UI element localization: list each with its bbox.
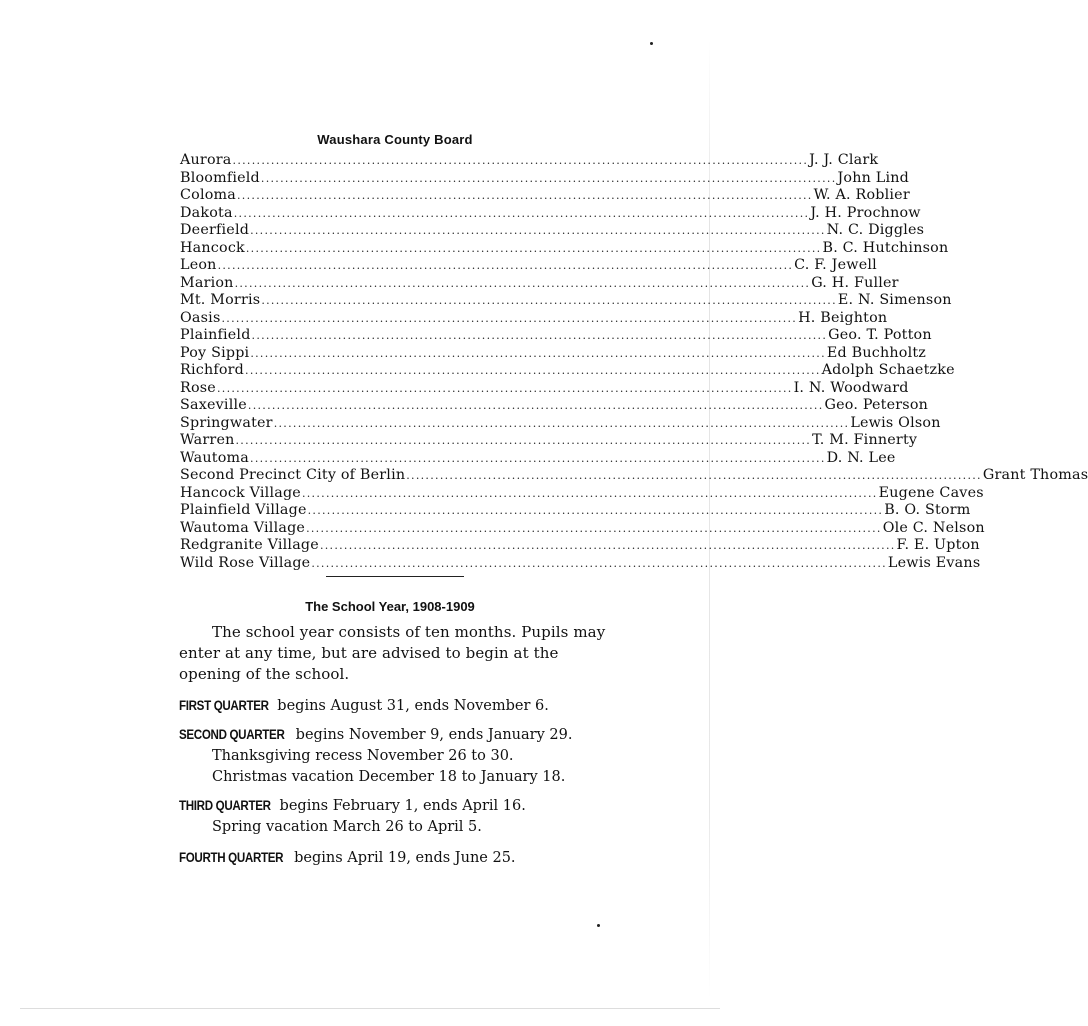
- scan-speck: [650, 42, 653, 45]
- board-row: [180, 309, 888, 328]
- town-name: Aurora: [180, 152, 232, 168]
- town-name: Coloma: [180, 187, 237, 203]
- quarter-note: Spring vacation March 26 to April 5.: [212, 819, 482, 835]
- dot-leader: ........................................................................................................................: [217, 259, 794, 272]
- town-name: Oasis: [180, 309, 221, 326]
- board-member-name: Ole C. Nelson: [882, 519, 985, 536]
- board-member-name: Lewis Olson: [850, 414, 941, 431]
- board-member-name: I. N. Woodward: [793, 379, 909, 396]
- board-member-name: E. N. Simenson: [837, 292, 952, 308]
- town-name: Wautoma: [180, 449, 250, 466]
- board-member-name: F. E. Upton: [896, 537, 980, 553]
- board-row: [180, 537, 980, 555]
- board-member-name: Adolph Schaetzke: [821, 362, 955, 378]
- board-row: [180, 449, 896, 468]
- board-member-name: J. J. Clark: [809, 152, 879, 168]
- dot-leader: ........................................................................................................................: [306, 521, 882, 535]
- dot-leader: ........................................................................................................................: [245, 241, 822, 255]
- board-row: [180, 292, 952, 310]
- dot-leader: ........................................................................................................................: [406, 469, 982, 482]
- town-name: Second Precinct City of Berlin: [180, 467, 406, 483]
- dot-leader: ........................................................................................................................: [237, 189, 813, 202]
- dot-leader: ........................................................................................................................: [234, 276, 811, 290]
- town-name: Springwater: [180, 414, 273, 431]
- quarter-label: FOURTH QUARTER: [179, 850, 284, 865]
- dot-leader: ........................................................................................................................: [301, 486, 878, 500]
- board-title: Waushara County Board: [317, 132, 473, 147]
- quarter-first: [179, 695, 619, 717]
- dot-leader: ........................................................................................................................: [216, 381, 793, 395]
- quarter-label: FIRST QUARTER: [179, 698, 269, 713]
- dot-leader: ........................................................................................................................: [260, 171, 837, 185]
- board-row: [180, 327, 932, 345]
- board-row: [180, 344, 927, 363]
- dot-leader: ........................................................................................................................: [251, 329, 828, 342]
- board-member-name: B. O. Storm: [884, 502, 971, 518]
- board-member-name: John Lind: [837, 169, 910, 186]
- board-list: [180, 152, 1088, 572]
- dot-leader: ........................................................................................................................: [319, 539, 896, 552]
- board-row: [180, 379, 909, 398]
- board-row: [180, 204, 921, 223]
- town-name: Leon: [180, 257, 217, 273]
- board-row: [180, 222, 925, 240]
- board-member-name: Geo. Peterson: [824, 397, 929, 413]
- board-member-name: H. Beighton: [798, 309, 888, 326]
- town-name: Deerfield: [180, 222, 250, 238]
- board-member-name: Grant Thomas: [982, 467, 1088, 483]
- board-row: [180, 152, 879, 170]
- dot-leader: ........................................................................................................................: [250, 346, 826, 360]
- board-row: [180, 484, 984, 503]
- board-row: [180, 432, 918, 450]
- board-member-name: Eugene Caves: [878, 484, 984, 501]
- board-row: [180, 502, 971, 520]
- board-row: [180, 362, 955, 380]
- town-name: Wild Rose Village: [180, 554, 311, 571]
- town-name: Wautoma Village: [180, 519, 306, 536]
- board-member-name: T. M. Finnerty: [812, 432, 918, 448]
- board-member-name: Geo. T. Potton: [828, 327, 932, 343]
- town-name: Marion: [180, 274, 234, 291]
- town-name: Dakota: [180, 204, 233, 221]
- quarter-note: Thanksgiving recess November 26 to 30.: [212, 748, 514, 764]
- quarter-third: [179, 795, 619, 838]
- town-name: Richford: [180, 362, 245, 378]
- dot-leader: ........................................................................................................................: [221, 311, 798, 325]
- dot-leader: ........................................................................................................................: [235, 434, 812, 447]
- quarter-dates: begins February 1, ends April 16.: [279, 798, 526, 814]
- board-row: [180, 397, 929, 415]
- school-year-intro: The school year consists of ten months. Pupils may enter at any time, but are advised to begin at the opening of the school.: [179, 623, 606, 683]
- town-name: Rose: [180, 379, 216, 396]
- quarter-note: Christmas vacation December 18 to January 18.: [212, 769, 566, 785]
- board-row: [180, 554, 981, 573]
- board-row: [180, 414, 941, 433]
- board-member-name: W. A. Roblier: [813, 187, 910, 203]
- dot-leader: ........................................................................................................................: [247, 399, 824, 412]
- quarter-label: THIRD QUARTER: [179, 798, 271, 813]
- town-name: Plainfield Village: [180, 502, 307, 518]
- board-member-name: C. F. Jewell: [794, 257, 877, 273]
- dot-leader: ........................................................................................................................: [307, 504, 884, 517]
- board-row: [180, 467, 1088, 485]
- board-member-name: B. C. Hutchinson: [822, 239, 949, 256]
- quarter-dates: begins November 9, ends January 29.: [295, 727, 573, 743]
- board-member-name: N. C. Diggles: [826, 222, 925, 238]
- dot-leader: ........................................................................................................................: [250, 451, 826, 465]
- quarter-label: SECOND QUARTER: [179, 727, 285, 742]
- town-name: Poy Sippi: [180, 344, 250, 361]
- quarter-dates: begins August 31, ends November 6.: [277, 698, 549, 714]
- town-name: Bloomfield: [180, 169, 260, 186]
- board-row: [180, 187, 910, 205]
- school-year-title: The School Year, 1908-1909: [305, 599, 475, 614]
- board-row: [180, 239, 949, 258]
- board-member-name: D. N. Lee: [826, 449, 896, 466]
- dot-leader: ........................................................................................................................: [311, 556, 887, 570]
- dot-leader: ........................................................................................................................: [232, 154, 809, 167]
- board-member-name: G. H. Fuller: [811, 274, 899, 291]
- town-name: Plainfield: [180, 327, 251, 343]
- dot-leader: ........................................................................................................................: [233, 206, 810, 220]
- town-name: Warren: [180, 432, 235, 448]
- town-name: Saxeville: [180, 397, 247, 413]
- town-name: Mt. Morris: [180, 292, 261, 308]
- quarter-fourth: [179, 847, 619, 869]
- board-member-name: J. H. Prochnow: [810, 204, 921, 221]
- dot-leader: ........................................................................................................................: [261, 294, 837, 307]
- scan-speck: [597, 924, 600, 927]
- dot-leader: ........................................................................................................................: [250, 224, 826, 237]
- board-row: [180, 519, 985, 538]
- quarter-second: [179, 724, 619, 788]
- town-name: Redgranite Village: [180, 537, 319, 553]
- town-name: Hancock: [180, 239, 245, 256]
- board-row: [180, 169, 910, 188]
- quarter-dates: begins April 19, ends June 25.: [294, 850, 516, 866]
- dot-leader: ........................................................................................................................: [273, 416, 850, 430]
- dot-leader: ........................................................................................................................: [245, 364, 821, 377]
- board-member-name: Ed Buchholtz: [826, 344, 927, 361]
- town-name: Hancock Village: [180, 484, 301, 501]
- section-divider: [326, 576, 464, 577]
- scan-edge-line: [20, 1008, 720, 1009]
- board-member-name: Lewis Evans: [887, 554, 981, 571]
- board-row: [180, 274, 899, 293]
- board-row: [180, 257, 877, 275]
